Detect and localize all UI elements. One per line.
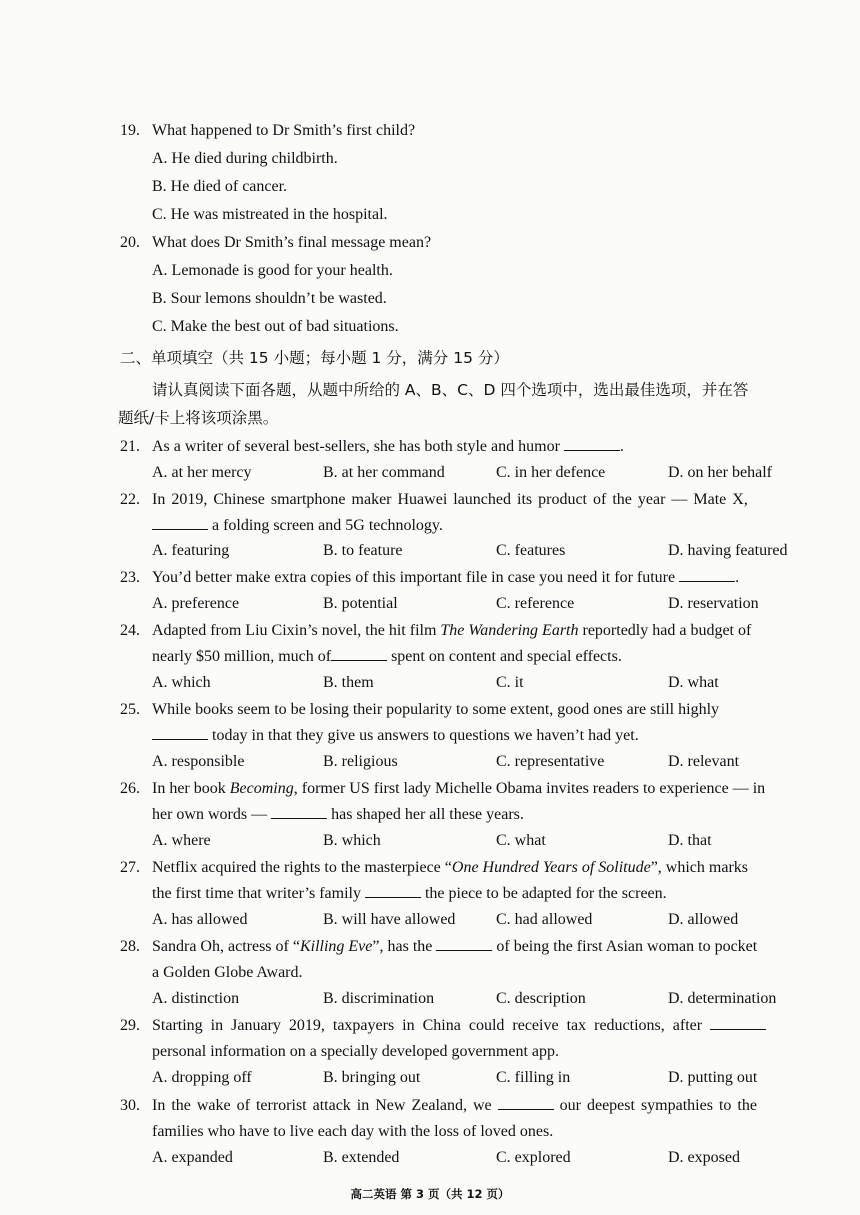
option-b: B. to feature: [323, 542, 403, 559]
option-c: C. Make the best out of bad situations.: [152, 318, 399, 335]
question-26: [120, 776, 820, 828]
question-number: 23.: [120, 569, 140, 586]
options-row: [152, 670, 822, 696]
option-d: D. allowed: [668, 911, 739, 928]
option-c: C. He was mistreated in the hospital.: [152, 206, 388, 223]
question-stem-line1: In her book Becoming, former US first lady Michelle Obama invites readers to experience — in: [152, 780, 766, 797]
question-number: 30.: [120, 1097, 140, 1114]
question-stem: What happened to Dr Smith’s first child?: [152, 122, 416, 139]
question-20: [120, 230, 820, 256]
option-c: C. representative: [496, 753, 605, 770]
question-stem-line1: In 2019, Chinese smartphone maker Huawei launched its product of the year — Mate X,: [152, 491, 748, 508]
option-b: B. will have allowed: [323, 911, 456, 928]
question-stem-line1: Starting in January 2019, taxpayers in China could receive tax reductions, after: [152, 1013, 820, 1039]
option-d: D. having featured: [668, 542, 788, 559]
option-c: C. reference: [496, 595, 575, 612]
question-stem-line1: In the wake of terrorist attack in New Zealand, we our deepest sympathies to the: [152, 1097, 757, 1114]
question-29: [120, 1013, 820, 1065]
options-row: [152, 591, 822, 617]
options-row: [152, 1065, 822, 1091]
options-row: [152, 1145, 822, 1171]
option-c: C. it: [496, 674, 524, 691]
answer-blank: [152, 515, 208, 530]
question-stem-line2: today in that they give us answers to questions we haven’t had yet.: [152, 723, 816, 749]
answer-blank: [679, 567, 735, 582]
answer-blank: [498, 1095, 554, 1110]
option-b: B. He died of cancer.: [152, 178, 288, 195]
option-b: B. potential: [323, 595, 398, 612]
question-number: 24.: [120, 622, 140, 639]
option-d: D. relevant: [668, 753, 740, 770]
option-c: C. features: [496, 542, 566, 559]
answer-blank: [365, 883, 421, 898]
answer-blank: [331, 646, 387, 661]
question-stem-line1: Netflix acquired the rights to the masterpiece “One Hundred Years of Solitude”, which marks: [152, 859, 749, 876]
page-footer: 高二英语 第 3 页（共 12 页）: [350, 1187, 510, 1201]
options-row: [152, 749, 822, 775]
question-21: [120, 434, 820, 460]
question-stem-line2: personal information on a specially developed government app.: [152, 1043, 559, 1060]
option-c: C. description: [496, 990, 586, 1007]
question-number: 21.: [120, 438, 140, 455]
options-row: [152, 828, 822, 854]
answer-blank: [564, 436, 620, 451]
option-a: A. preference: [152, 595, 240, 612]
question-number: 25.: [120, 701, 140, 718]
option-b: B. extended: [323, 1149, 400, 1166]
question-stem-line1: While books seem to be losing their popularity to some extent, good ones are still highly: [152, 701, 720, 718]
question-stem-line2: a Golden Globe Award.: [152, 964, 303, 981]
option-b: B. discrimination: [323, 990, 435, 1007]
option-c: C. had allowed: [496, 911, 593, 928]
answer-blank: [710, 1015, 766, 1030]
answer-blank: [271, 804, 327, 819]
option-a: A. has allowed: [152, 911, 248, 928]
question-number: 29.: [120, 1017, 140, 1034]
question-stem-line2: nearly $50 million, much of spent on content and special effects.: [152, 648, 622, 665]
option-a: A. which: [152, 674, 211, 691]
option-c: C. explored: [496, 1149, 571, 1166]
question-25: [120, 697, 816, 749]
question-number: 22.: [120, 491, 140, 508]
question-stem-line2: a folding screen and 5G technology.: [152, 513, 816, 539]
question-stem: You’d better make extra copies of this important file in case you need it for future .: [152, 569, 740, 586]
question-30: [120, 1093, 820, 1145]
answer-blank: [436, 936, 492, 951]
question-number: 27.: [120, 859, 140, 876]
option-a: A. expanded: [152, 1149, 233, 1166]
option-a: A. He died during childbirth.: [152, 150, 338, 167]
options-row: [152, 907, 822, 933]
option-a: A. responsible: [152, 753, 245, 770]
question-stem-line1: Adapted from Liu Cixin’s novel, the hit film The Wandering Earth reportedly had a budget of: [152, 622, 752, 639]
answer-blank: [152, 725, 208, 740]
option-d: D. on her behalf: [668, 464, 772, 481]
option-c: C. filling in: [496, 1069, 571, 1086]
options-row: [152, 538, 822, 564]
options-row: [152, 986, 822, 1012]
option-d: D. that: [668, 832, 712, 849]
question-stem-line1: Sandra Oh, actress of “Killing Eve”, has the of being the first Asian woman to pocket: [152, 938, 758, 955]
question-24: [120, 618, 820, 670]
option-b: B. them: [323, 674, 374, 691]
option-d: D. what: [668, 674, 719, 691]
option-b: B. Sour lemons shouldn’t be wasted.: [152, 290, 387, 307]
section-instruction: 请认真阅读下面各题，从题中所给的 A、B、C、D 四个选项中，选出最佳选项，并在答: [152, 381, 749, 399]
option-d: D. reservation: [668, 595, 759, 612]
question-stem: As a writer of several best-sellers, she has both style and humor .: [152, 438, 624, 455]
question-number: 20.: [120, 234, 140, 251]
options-row: [152, 460, 822, 486]
option-b: B. at her command: [323, 464, 445, 481]
question-number: 28.: [120, 938, 140, 955]
option-d: D. exposed: [668, 1149, 740, 1166]
question-number: 26.: [120, 780, 140, 797]
option-a: A. featuring: [152, 542, 230, 559]
section-instruction-cont: 题纸/卡上将该项涂黑。: [118, 409, 279, 427]
option-b: B. which: [323, 832, 381, 849]
option-c: C. in her defence: [496, 464, 606, 481]
question-number: 19.: [120, 122, 140, 139]
option-b: B. religious: [323, 753, 398, 770]
option-b: B. bringing out: [323, 1069, 421, 1086]
section-heading: 二、单项填空（共 15 小题；每小题 1 分，满分 15 分）: [120, 349, 509, 367]
option-a: A. Lemonade is good for your health.: [152, 262, 393, 279]
option-c: C. what: [496, 832, 546, 849]
question-22: [120, 487, 816, 539]
question-19: [120, 118, 820, 144]
option-d: D. determination: [668, 990, 777, 1007]
question-stem-line2: families who have to live each day with the loss of loved ones.: [152, 1123, 554, 1140]
option-a: A. at her mercy: [152, 464, 252, 481]
option-a: A. distinction: [152, 990, 240, 1007]
question-23: [120, 565, 820, 591]
question-stem: What does Dr Smith’s final message mean?: [152, 234, 432, 251]
question-27: [120, 855, 820, 907]
question-28: [120, 934, 820, 986]
question-stem-line2: her own words — has shaped her all these years.: [152, 806, 524, 823]
option-a: A. where: [152, 832, 211, 849]
option-d: D. putting out: [668, 1069, 758, 1086]
question-stem-line2: the first time that writer’s family the piece to be adapted for the screen.: [152, 885, 667, 902]
option-a: A. dropping off: [152, 1069, 252, 1086]
